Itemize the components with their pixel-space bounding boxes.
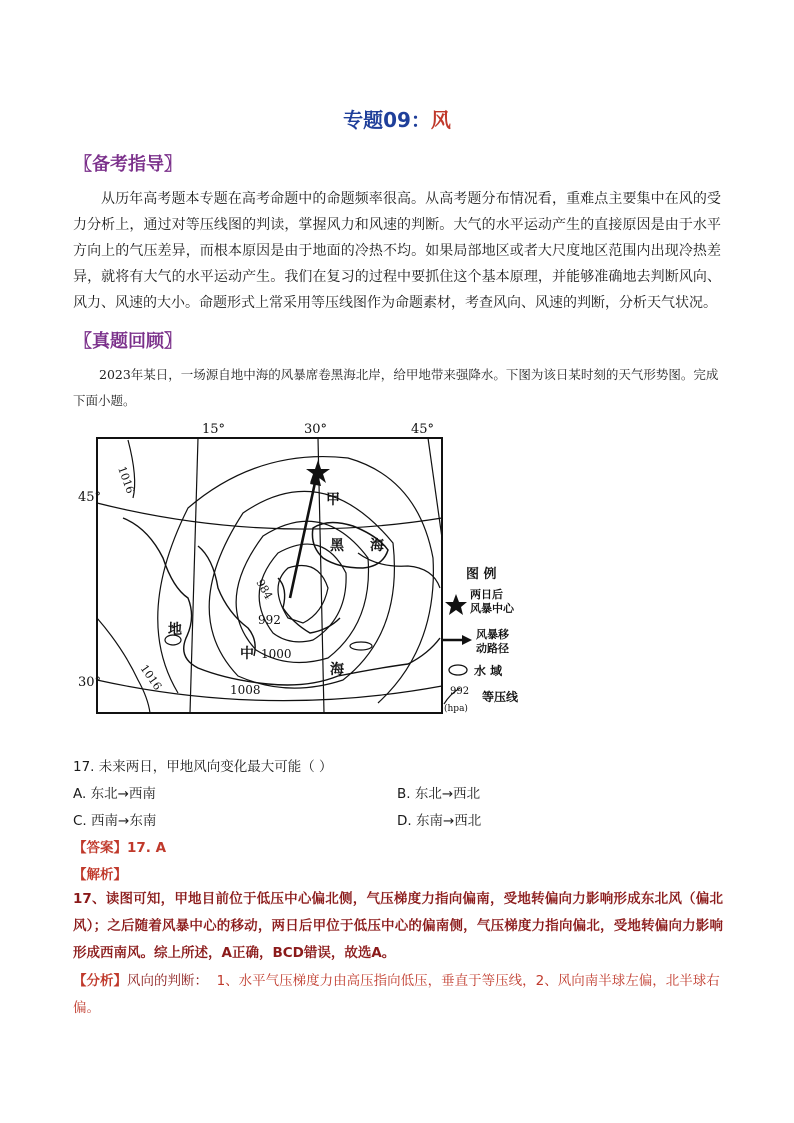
anatolia-coast xyxy=(358,553,440,588)
parallel-45 xyxy=(97,503,442,529)
option-d: D. 东南→西北 xyxy=(397,813,482,829)
isobar-label-1000: 1000 xyxy=(261,647,292,661)
lon-label-15: 15° xyxy=(202,422,226,437)
isobar-984 xyxy=(278,566,328,624)
isobar-label-1016-nw: 1016 xyxy=(115,464,137,496)
meridian-15 xyxy=(190,438,198,713)
question-intro xyxy=(73,362,721,414)
place-label-hai-black: 海 xyxy=(370,538,384,554)
guide-paragraph xyxy=(73,186,721,316)
place-label-hei: 黑 xyxy=(330,538,344,554)
option-b: B. 东北→西北 xyxy=(397,786,481,802)
legend-isobar-text: 等压线 xyxy=(482,690,519,704)
title-subject: 风 xyxy=(430,108,451,132)
section-heading-guide: 〖备考指导〗 xyxy=(74,154,182,175)
answer-label: 【答案】 xyxy=(73,840,127,856)
fenxi-block xyxy=(73,968,723,1022)
title-topic: 专题09： xyxy=(343,108,431,132)
option-c: C. 西南→东南 xyxy=(73,813,157,829)
place-label-jia: 甲 xyxy=(326,492,340,508)
question-stem: 17. 未来两日，甲地风向变化最大可能（ ） xyxy=(73,759,333,775)
analysis-heading xyxy=(73,863,127,883)
legend-arrowhead xyxy=(462,635,472,645)
lat-label-30: 30° xyxy=(78,675,102,690)
lon-label-45: 45° xyxy=(411,422,435,437)
isobar-label-1008: 1008 xyxy=(230,683,261,697)
legend-star-icon xyxy=(445,594,467,615)
isobar-label-984: 984 xyxy=(253,577,276,602)
legend-isobar-unit: (hpa) xyxy=(444,704,468,714)
meridian-45 xyxy=(428,438,442,538)
weather-map-figure xyxy=(78,418,528,718)
weather-map xyxy=(78,418,528,718)
option-a: A. 东北→西南 xyxy=(73,786,156,802)
lon-label-30: 30° xyxy=(304,422,328,437)
legend-arrow-text-line2: 动路径 xyxy=(476,642,509,655)
page-title xyxy=(0,104,794,133)
legend-star-text-line1: 两日后 xyxy=(470,588,503,601)
analysis-text: 17、读图可知，甲地目前位于低压中心偏北侧，气压梯度力指向偏南，受地转偏向力影响形成东北风（偏北风）；之后随着风暴中心的移动，两日后甲位于低压中心的偏南侧，气压梯度力指向偏北，受地转偏向力影响形成西南风。综上所述，A正确，BCD错误，故选A。 xyxy=(73,891,723,961)
answer-line xyxy=(73,836,166,856)
place-label-zhong: 中 xyxy=(240,646,254,662)
legend-water-icon xyxy=(449,665,467,675)
place-label-di: 地 xyxy=(168,622,182,638)
legend-water-text: 水 域 xyxy=(474,664,503,678)
legend-arrow-text-line1: 风暴移 xyxy=(476,628,509,641)
legend-title: 图 例 xyxy=(466,567,497,582)
legend-star-text-line2: 风暴中心 xyxy=(470,602,514,615)
section-heading-review: 〖真题回顾〗 xyxy=(74,331,182,352)
lat-label-45: 45° xyxy=(78,490,102,505)
isobar-label-1016-sw: 1016 xyxy=(137,662,165,693)
intro-text: 2023年某日，一场源自地中海的风暴席卷黑海北岸，给甲地带来强降水。下图为该日某时刻的天气形势图。完成下面小题。 xyxy=(73,367,719,408)
fenxi-label: 【分析】 xyxy=(73,973,127,989)
answer-value: 17. A xyxy=(127,840,167,856)
analysis-label: 【解析】 xyxy=(73,867,127,883)
guide-text: 从历年高考题本专题在高考命题中的命题频率很高。从高考题分布情况看，重难点主要集中在风的受力分析上，通过对等压线图的判读，掌握风力和风速的判断。大气的水平运动产生的直接原因是由于水平方向上的气压差异，而根本原因是由于地面的冷热不均。如果局部地区或者大尺度地区范围内出现冷热差异，就将有大气的水平运动产生。我们在复习的过程中要抓住这个基本原理，并能够准确地去判断风向、风力、风速的大小。命题形式上常采用等压线图作为命题素材，考查风向、风速的判断，分析天气状况。 xyxy=(73,191,721,311)
place-label-hai-med: 海 xyxy=(330,662,344,678)
legend-isobar-value: 992 xyxy=(450,686,470,697)
cyprus-island xyxy=(350,642,372,650)
fenxi-text: 1、水平气压梯度力由高压指向低压，垂直于等压线，2、风向南半球左偏，北半球右偏。 xyxy=(73,973,720,1016)
isobar-label-992: 992 xyxy=(258,613,281,627)
fenxi-prefix: 风向的判断： xyxy=(127,973,208,989)
